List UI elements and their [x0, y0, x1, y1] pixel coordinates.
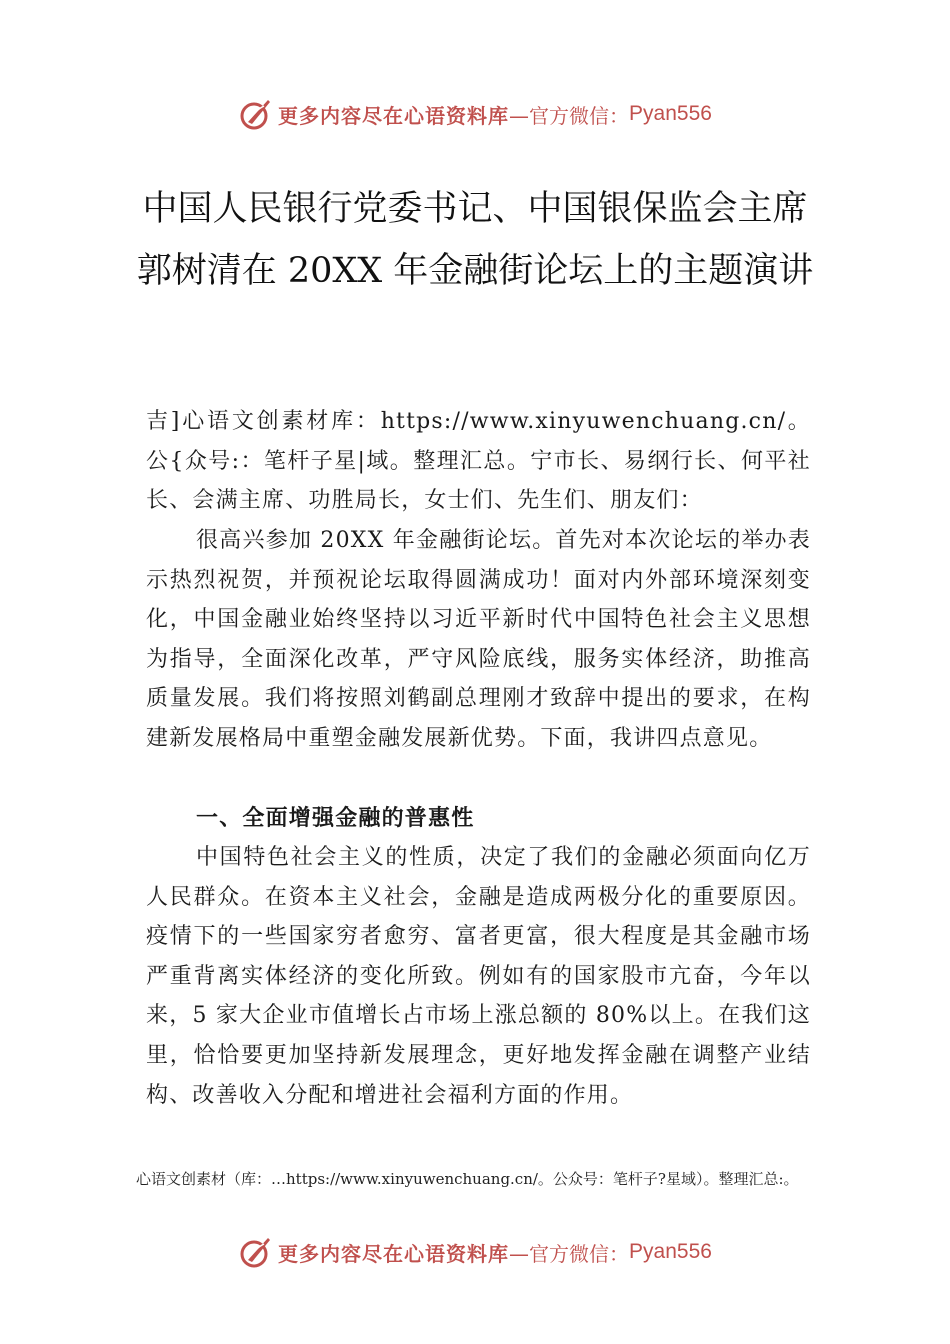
- paragraph-1-text: 很高兴参加 20XX 年金融街论坛。首先对本次论坛的举办表示热烈祝贺，并预祝论坛取得圆满成功！面对内外部环境深刻变化，中国金融业始终坚持以习近平新时代中国特色社会主义思想为指导，全面深化改革，严守风险底线，服务实体经济，助推高质量发展。我们将按照刘鹤副总理刚才致辞中提出的要求，在构建新发展格局中重塑金融发展新优势。下面，我讲四点意见。: [146, 528, 811, 751]
- banner-wechat-id: Pyan556: [629, 102, 712, 125]
- paragraph-2-text: 中国特色社会主义的性质，决定了我们的金融必须面向亿万人民群众。在资本主义社会，金融是造成两极分化的重要原因。疫情下的一些国家穷者愈穷、富者更富，很大程度是其金融市场严重背离实体经济的变化所致。例如有的国家股市亢奋，今年以来，5 家大企业市值增长占市场上涨总额的 80%以上。在我们这里，恰恰要更加坚持新发展理念，更好地发挥金融在调整产业结构、改善收入分配和增进社会福利方面的作用。: [146, 845, 811, 1108]
- intro-text: 吉]心语文创素材库：https://www.xinyuwenchuang.cn/。公{众号:：笔杆子星|域。整理汇总。宁市长、易纲行长、何平社长、会满主席、功胜局长，女士们、先生们、朋友们：: [146, 409, 811, 514]
- footer-banner-wechat-id: Pyan556: [629, 1240, 712, 1263]
- footer-banner: [0, 1232, 950, 1272]
- document-title: 中国人民银行党委书记、中国银保监会主席郭树清在 20XX 年金融街论坛上的主题演讲: [136, 189, 814, 291]
- footer-banner-sub: —官方微信：: [509, 1241, 630, 1266]
- quill-logo-icon: [238, 1234, 274, 1270]
- paragraph-2: [146, 838, 811, 1115]
- section-heading-1: 一、全面增强金融的普惠性: [196, 806, 475, 831]
- footer-banner-brand: 更多内容尽在心语资料库: [278, 1241, 510, 1266]
- paragraph-1: [146, 521, 811, 759]
- intro-paragraph: [146, 402, 811, 521]
- footnote: 心语文创素材（库：…https://www.xinyuwenchuang.cn/。公众号：笔杆子?星域）。整理汇总:。: [136, 1170, 799, 1188]
- header-banner: [0, 94, 950, 134]
- banner-brand: 更多内容尽在心语资料库: [278, 103, 510, 128]
- quill-logo-icon: [238, 96, 274, 132]
- banner-sub: —官方微信：: [509, 103, 630, 128]
